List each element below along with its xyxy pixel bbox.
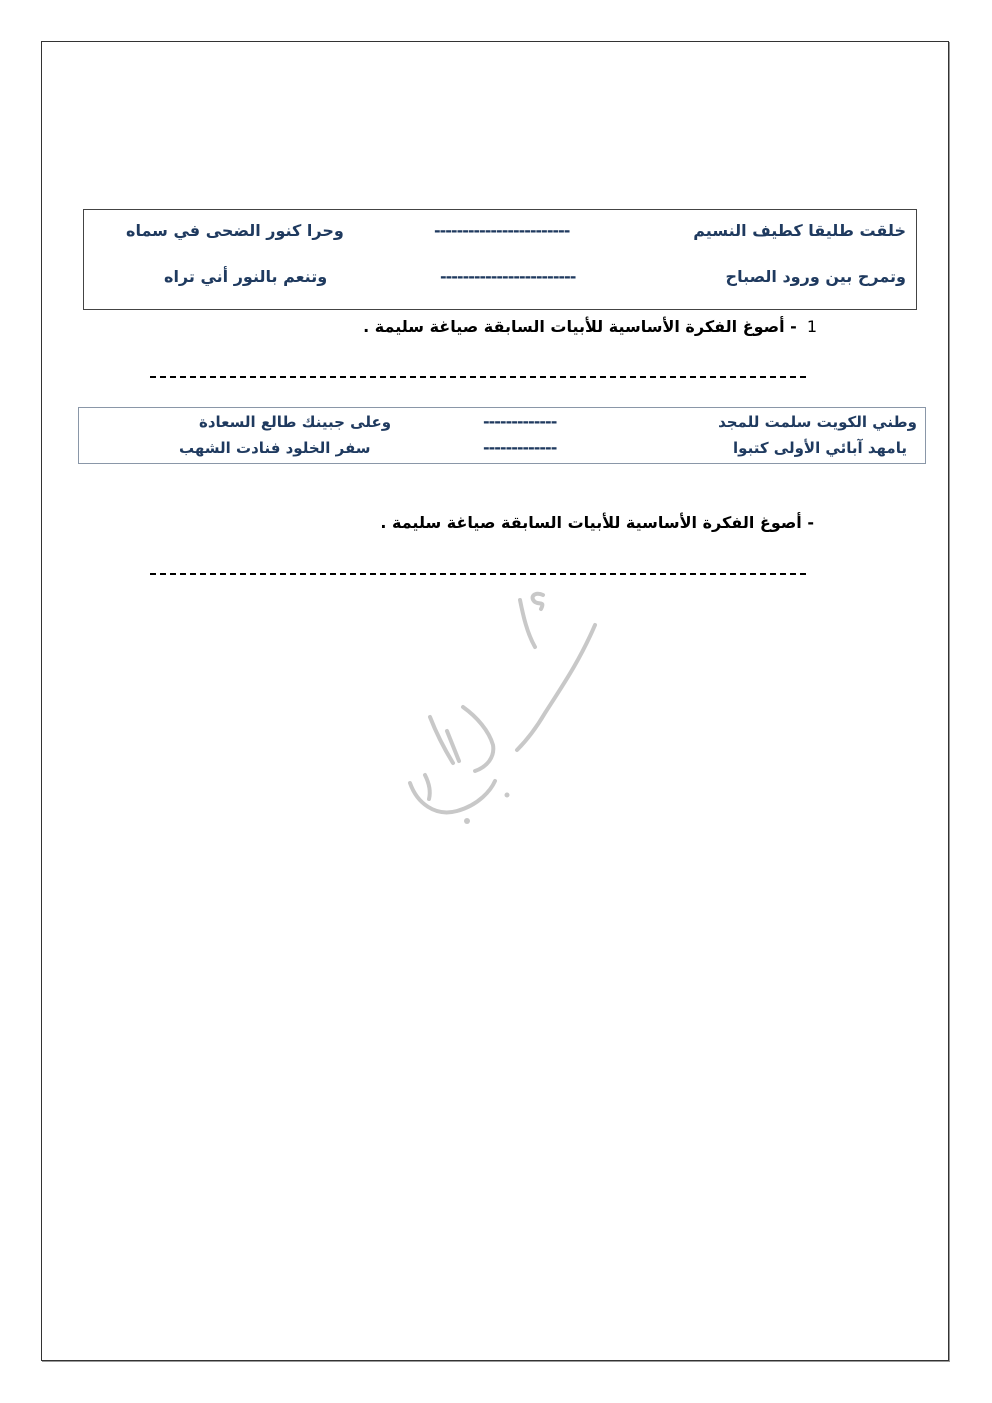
verse-separator: ------------------------ <box>434 221 570 240</box>
verse-right: يامهد آبائي الأولى كتبوا <box>733 439 907 457</box>
poem-box-2 <box>78 407 926 464</box>
verse-separator: ------------- <box>483 438 557 457</box>
poem-2-row-2 <box>79 436 925 460</box>
answer-line-1[interactable] <box>150 376 806 378</box>
question-text: - أصوغ الفكرة الأساسية للأبيات السابقة صياغة سليمة . <box>363 317 797 336</box>
verse-left: سفر الخلود فنادت الشهب <box>179 439 371 457</box>
question-1 <box>363 316 817 338</box>
verse-left: وعلى جبينك طالع السعادة <box>199 413 392 431</box>
verse-left: وحرا كنور الضحى في سماه <box>126 221 344 240</box>
poem-2-row-1 <box>79 410 925 434</box>
question-number: 1 <box>806 317 817 336</box>
verse-separator: ------------------------ <box>440 267 576 286</box>
signature-text <box>395 585 396 586</box>
verse-right: خلقت طليقا كطيف النسيم <box>693 221 906 240</box>
verse-right: وطني الكويت سلمت للمجد <box>718 413 917 431</box>
verse-right: وتمرح بين ورود الصباح <box>725 267 906 286</box>
question-text: - أصوغ الفكرة الأساسية للأبيات السابقة صياغة سليمة . <box>380 513 814 532</box>
question-2 <box>380 512 814 534</box>
signature-drawing <box>395 585 610 835</box>
verse-left: وتنعم بالنور أني تراه <box>164 267 328 286</box>
verse-separator: ------------- <box>483 412 557 431</box>
signature-watermark <box>395 585 610 835</box>
poem-1-row-1 <box>84 219 916 243</box>
answer-line-2[interactable] <box>150 573 806 575</box>
poem-box-1 <box>83 209 917 310</box>
poem-1-row-2 <box>84 265 916 289</box>
